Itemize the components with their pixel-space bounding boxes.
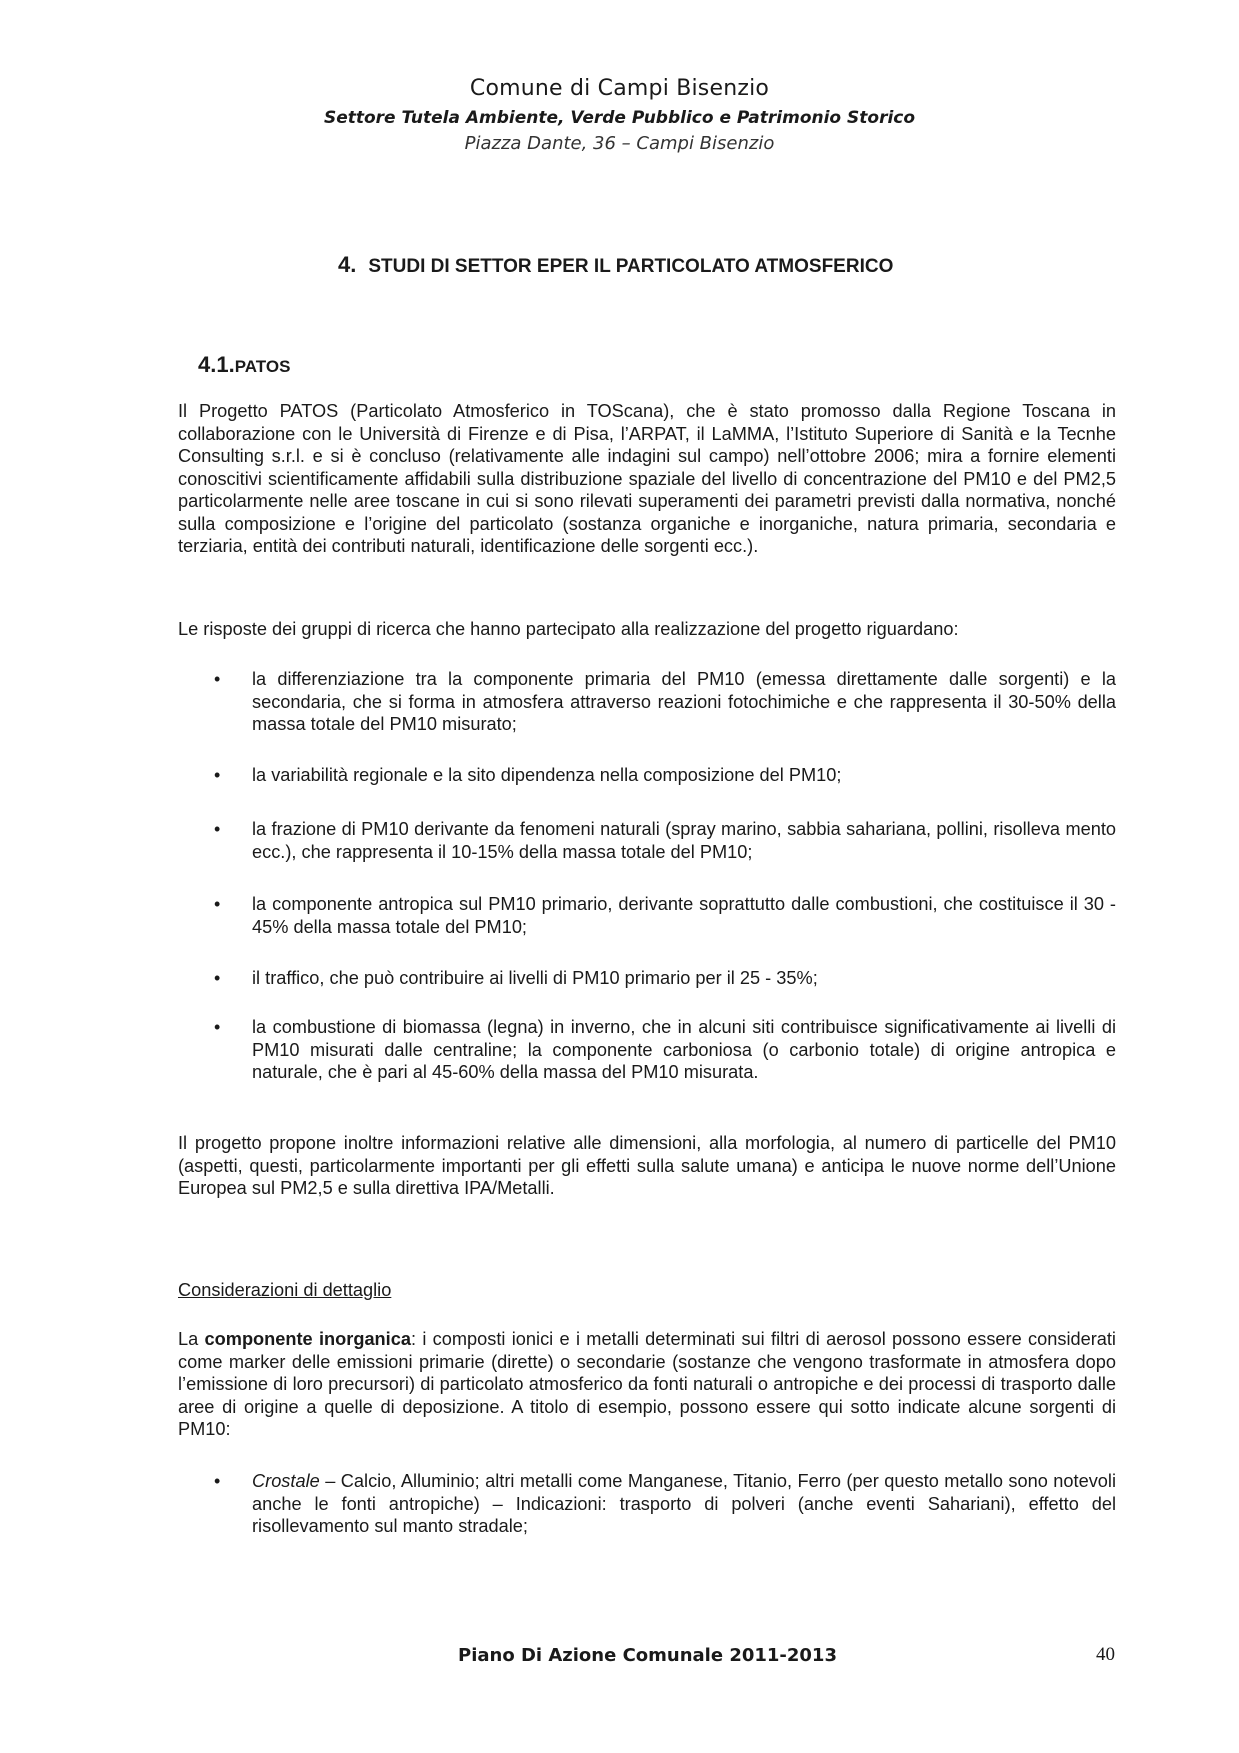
source-text: – Calcio, Alluminio; altri metalli come Manganese, Titanio, Ferro (per questo metallo sono notevoli anche le fonti antropiche) – Indicazioni: trasporto di polveri (anche eventi Sahariani), effetto del risollevamento sul manto stradale; [252,1471,1116,1536]
list-item-text: la frazione di PM10 derivante da fenomeni naturali (spray marino, sabbia sahariana, pollini, risolleva mento ecc.), che rappresenta il 10-15% della massa totale del PM10; [252,819,1116,862]
list-item-text: la combustione di biomassa (legna) in inverno, che in alcuni siti contribuisce significativamente ai livelli di PM10 misurati dalle centraline; la componente carboniosa (o carbonio totale) di origine antropica e naturale, che è pari al 45-60% della massa del PM10 misurata. [252,1017,1116,1082]
list-item-text [252,1470,1116,1538]
list-item-text: la differenziazione tra la componente primaria del PM10 (emessa direttamente dalle sorgenti) e la secondaria, che si forma in atmosfera attraverso reazioni fotochimiche e che rappresenta il 30-50% della massa totale del PM10 misurato; [252,669,1116,734]
section-title: STUDI DI SETTOR EPER IL PARTICOLATO ATMOSFERICO [368,256,894,277]
bullet-icon: • [214,1471,221,1491]
bullet-icon: • [214,669,221,689]
inorganic-lead: La [178,1329,205,1349]
project-paragraph: Il progetto propone inoltre informazioni relative alle dimensioni, alla morfologia, al numero di particelle del PM10 (aspetti, questi, particolarmente importanti per gli effetti sulla salute umana) e anticipa le nuove norme dell’Unione Europea sul PM2,5 e sulla direttiva IPA/Metalli. [178,1133,1116,1198]
page-number: 40 [1096,1644,1115,1665]
list-item-text: la variabilità regionale e la sito dipendenza nella composizione del PM10; [252,765,842,785]
inorganic-bold-term: componente inorganica [204,1329,411,1349]
subsection-heading [198,352,290,378]
inorganic-paragraph [178,1328,1116,1441]
details-heading [178,1279,1116,1302]
bullet-icon: • [214,968,221,988]
section-heading [338,252,893,278]
subsection-title: PATOS [234,357,291,376]
responses-paragraph: Le risposte dei gruppi di ricerca che hanno partecipato alla realizzazione del progetto riguardano: [178,619,959,639]
intro-paragraph: Il Progetto PATOS (Particolato Atmosferico in TOScana), che è stato promosso dalla Regione Toscana in collaborazione con le Università di Firenze e di Pisa, l’ARPAT, il LaMMA, l’Istituto Superiore di Sanità e la Tecnhe Consulting s.r.l. e si è concluso (relativamente alle indagini sul campo) nell’ottobre 2006; mira a fornire elementi conoscitivi scientificamente affidabili sulla distribuzione spaziale del livello di concentrazione del PM10 e del PM2,5 particolarmente nelle aree toscane in cui si sono rilevati superamenti dei parametri previsti dalla normativa, nonché sulla composizione e l’origine del particolato (sostanza organiche e inorganiche, natura primaria, secondaria e terziaria, entità dei contributi naturali, identificazione delle sorgenti ecc.). [178,401,1116,556]
list-item-text: la componente antropica sul PM10 primario, derivante soprattutto dalle combustioni, che costituisce il 30 - 45% della massa totale del PM10; [252,894,1116,937]
subsection-number: 4.1. [198,352,235,377]
header-title: Comune di Campi Bisenzio [469,76,770,101]
bullet-icon: • [214,765,221,785]
bullet-icon: • [214,1017,221,1037]
list-item-text: il traffico, che può contribuire ai livelli di PM10 primario per il 25 - 35%; [252,968,818,988]
bullet-icon: • [214,819,221,839]
inorganic-text: : i composti ionici e i metalli determinati sui filtri di aerosol possono essere considerati come marker delle emissioni primarie (dirette) o secondarie (sostanze che vengono trasformate in atmosfera dopo l’emissione di loro precursori) di particolato atmosferico da fonti naturali o antropiche e dei processi di trasporto dalle aree di origine a quelle di deposizione. A titolo di esempio, possono essere qui sotto indicate alcune sorgenti di PM10: [178,1329,1116,1439]
source-label: Crostale [252,1471,320,1491]
details-heading-text: Considerazioni di dettaglio [178,1280,392,1300]
bullet-icon: • [214,894,221,914]
header-address: Piazza Dante, 36 – Campi Bisenzio [464,133,775,154]
section-number: 4. [338,252,357,277]
header-sector: Settore Tutela Ambiente, Verde Pubblico e Patrimonio Storico [323,108,916,128]
footer-title: Piano Di Azione Comunale 2011-2013 [458,1645,837,1666]
